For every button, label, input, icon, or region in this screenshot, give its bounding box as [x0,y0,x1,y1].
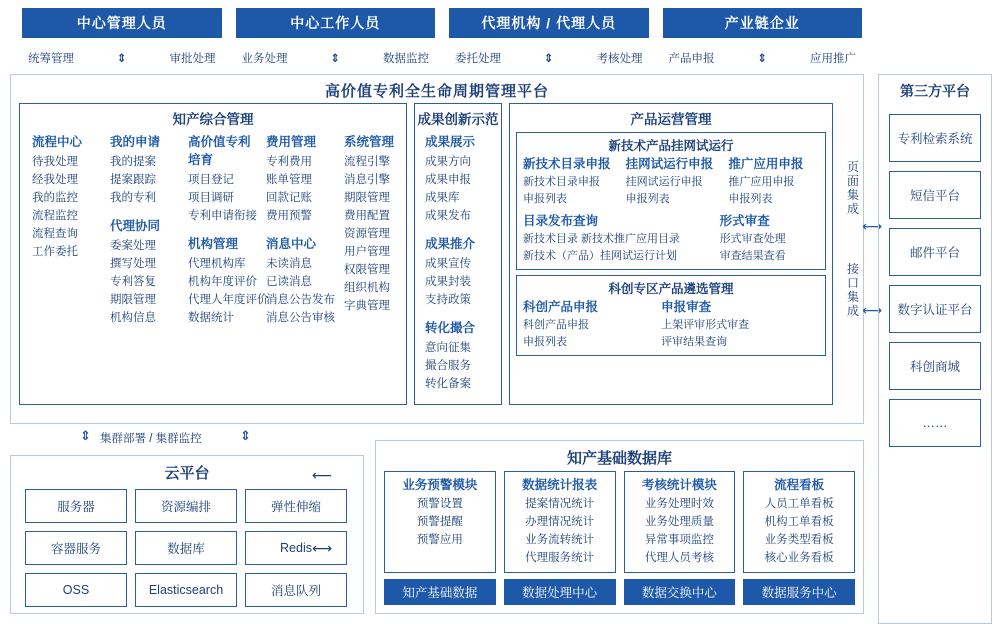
menu-item[interactable]: 科创产品申报 [523,319,589,331]
third-party-item-patent-search[interactable] [889,114,981,162]
menu-item[interactable]: 数据统计 [188,312,234,324]
column-heading: 系统管理 [344,135,395,149]
role-function-label: 审批处理 [169,53,216,65]
cloud-connector-label: 集群部署 / 集群监控 [100,433,202,445]
role-card-2[interactable] [449,8,649,38]
menu-item[interactable]: 经我处理 [32,174,78,186]
column-heading: 我的申请 [110,135,161,149]
menu-item[interactable]: 成果申报 [425,174,471,186]
column-heading: 高价值专利培育 [188,135,251,167]
panel-ip-management [19,103,407,405]
group-declare-review [655,298,825,355]
role-card-1[interactable] [236,8,436,38]
group-new-tech-catalog-declare [517,155,620,212]
database-panel [375,440,864,614]
menu-item[interactable]: 推广应用申报 [728,176,795,188]
menu-item[interactable]: 未读消息 [266,258,312,270]
db-item[interactable]: 核心业务看板 [764,552,834,564]
menu-item[interactable]: 流程引擎 [344,156,390,168]
role-function-label: 产品申报 [668,53,715,65]
third-party-label: …… [922,416,948,430]
role-bar [22,8,862,38]
menu-item[interactable]: 新技术目录 新技术推广应用目录 [523,233,681,245]
menu-item[interactable]: 项目调研 [188,192,234,204]
group-catalog-publish-query [517,212,714,269]
subbox-new-tech-trial [516,132,826,270]
menu-item[interactable]: 支持政策 [425,294,471,306]
third-party-panel [878,74,992,624]
column-achievements [421,132,495,393]
menu-item[interactable]: 成果发布 [425,210,471,222]
role-function-label: 应用推广 [809,53,856,65]
cloud-cell-elastic-scaling[interactable] [245,489,347,523]
db-bar-label: 数据处理中心 [522,586,598,600]
double-arrow-vertical-icon: ⇕ [240,428,251,443]
menu-item[interactable]: 期限管理 [344,192,390,204]
db-item[interactable]: 代理服务统计 [525,552,595,564]
menu-item[interactable]: 我的专利 [110,192,156,204]
menu-item[interactable]: 上架评审形式审查 [661,319,750,331]
menu-item[interactable]: 工作委托 [32,246,78,258]
db-item[interactable]: 代理人员考核 [644,552,714,564]
db-column-heading: 流程看板 [774,478,825,492]
menu-item[interactable]: 待我处理 [32,156,78,168]
menu-item[interactable]: 意向征集 [425,342,471,354]
third-party-label: 科创商城 [909,360,960,374]
db-column-process-board [743,471,855,573]
role-functions-2 [449,46,649,70]
role-function-label: 统筹管理 [28,53,74,65]
group-scitech-product-declare [517,298,655,355]
menu-item[interactable]: 委案处理 [110,240,156,252]
third-party-label: 短信平台 [909,189,960,203]
platform-title: 高价值专利全生命周期管理平台 [324,83,549,100]
subbox-scitech-zone-selection [516,275,826,356]
arrow-left-icon: ⟵ [312,467,333,483]
menu-item[interactable]: 提案跟踪 [110,174,156,186]
db-bar-base-data[interactable] [384,579,496,605]
db-column-statistics-report [504,471,616,573]
db-item[interactable]: 业务流转统计 [525,534,595,546]
database-title: 知产基础数据库 [566,450,672,467]
panel-title: 产品运营管理 [630,112,712,127]
role-card-3[interactable] [663,8,863,38]
column-heading: 流程中心 [32,135,83,149]
third-party-label: 专利检索系统 [897,132,973,146]
menu-item[interactable]: 申报列表 [625,193,670,205]
menu-item[interactable]: 机构信息 [110,312,156,324]
db-item[interactable]: 业务处理时效 [644,498,714,510]
third-party-label: 数字认证平台 [897,303,973,317]
double-arrow-horizontal-icon: ⟷ [862,302,883,318]
group-heading: 推广应用申报 [728,157,804,171]
menu-item[interactable]: 消息公告审核 [266,312,335,324]
db-item[interactable]: 预警设置 [416,498,463,510]
menu-item[interactable]: 形式审查处理 [719,233,786,245]
double-arrow-horizontal-icon: ⟷ [862,218,883,234]
role-functions-1 [236,46,436,70]
column-heading: 费用管理 [266,135,317,149]
db-bar-service-center[interactable] [743,579,855,605]
role-function-label: 业务处理 [241,53,288,65]
menu-item[interactable]: 代理机构库 [188,258,246,270]
cloud-cell-label: 消息队列 [270,584,321,598]
menu-item[interactable]: 专利答复 [110,276,156,288]
db-bar-label: 数据交换中心 [641,586,717,600]
db-bar-exchange-center[interactable] [624,579,736,605]
double-arrow-vertical-icon: ⇕ [330,53,341,65]
cloud-cell-label: 服务器 [57,500,95,514]
group-heading: 形式审查 [719,214,770,228]
column-heading: 代理协同 [110,219,161,233]
cloud-cell-label: OSS [62,583,90,597]
menu-item[interactable]: 项目登记 [188,174,234,186]
cloud-cell-label: 资源编排 [160,500,211,514]
menu-item[interactable]: 挂网试运行申报 [625,176,703,188]
menu-item[interactable]: 权限管理 [344,264,390,276]
double-arrow-vertical-icon: ⇕ [543,53,554,65]
menu-item[interactable]: 已读消息 [266,276,312,288]
group-heading: 目录发布查询 [523,214,599,228]
db-bar-processing-center[interactable] [504,579,616,605]
menu-item[interactable]: 流程监控 [32,210,78,222]
side-label-page-integration: 页面集成 [846,160,859,216]
third-party-item-scitech-mall[interactable] [889,342,981,390]
cloud-cell-message-queue[interactable] [245,573,347,607]
db-item[interactable]: 业务类型看板 [764,534,834,546]
role-title: 代理机构 / 代理人员 [481,15,617,31]
menu-item[interactable]: 组织机构 [344,282,390,294]
group-formal-review [714,212,825,269]
menu-item[interactable]: 专利费用 [266,156,312,168]
menu-item[interactable]: 成果宣传 [425,258,471,270]
role-function-label: 委托处理 [455,53,501,65]
menu-item[interactable]: 新技术目录申报 [523,176,600,188]
column-heading: 成果推介 [425,237,476,251]
db-bar-label: 知产基础数据 [402,586,478,600]
menu-item[interactable]: 申报列表 [728,193,773,205]
db-item[interactable]: 人员工单看板 [764,498,834,510]
db-item[interactable]: 预警应用 [416,534,463,546]
third-party-label: 邮件平台 [909,246,960,260]
menu-item[interactable]: 用户管理 [344,246,390,258]
db-column-assessment-module [624,471,736,573]
side-label-api-integration: 接口集成 [846,262,859,318]
db-column-warning-module [384,471,496,573]
menu-item[interactable]: 转化备案 [425,378,471,390]
column-process-center [26,132,104,327]
column-high-value-patent [182,132,269,327]
menu-item[interactable]: 成果方向 [425,156,471,168]
platform-container [10,74,864,424]
cloud-cell-container[interactable] [25,531,127,565]
menu-item[interactable]: 新技术（产品）挂网试运行计划 [523,250,677,262]
group-heading: 新技术目录申报 [523,157,611,171]
db-column-heading: 考核统计模块 [641,478,717,492]
menu-item[interactable]: 审查结果查看 [719,250,786,262]
panel-achievement-innovation [414,103,502,405]
group-heading: 科创产品申报 [523,300,599,314]
column-heading: 消息中心 [266,237,317,251]
third-party-item-sms[interactable] [889,171,981,219]
third-party-item-email[interactable] [889,228,981,276]
db-bar-label: 数据服务中心 [761,586,837,600]
db-item[interactable]: 预警提醒 [416,516,463,528]
menu-item[interactable]: 我的提案 [110,156,156,168]
menu-item[interactable]: 撰写处理 [110,258,156,270]
column-fee-management [260,132,338,327]
cloud-platform-panel [10,455,364,614]
group-heading: 申报审查 [661,300,712,314]
db-column-heading: 业务预警模块 [402,478,478,492]
panel-title: 知产综合管理 [172,112,254,127]
third-party-item-more[interactable] [889,399,981,447]
role-function-label: 数据监控 [382,53,429,65]
cloud-cell-server[interactable] [25,489,127,523]
menu-item[interactable]: 消息公告发布 [266,294,335,306]
db-item[interactable]: 机构工单看板 [764,516,834,528]
menu-item[interactable]: 评审结果查询 [661,336,728,348]
cloud-cell-elasticsearch[interactable] [135,573,237,607]
role-functions-0 [22,46,222,70]
menu-item[interactable]: 我的监控 [32,192,78,204]
menu-item[interactable]: 消息引擎 [344,174,390,186]
menu-item[interactable]: 机构年度评价 [188,276,257,288]
cloud-cell-label: 数据库 [167,542,205,556]
platform-panels [19,103,833,405]
third-party-title: 第三方平台 [900,83,970,99]
column-heading: 机构管理 [188,237,239,251]
subbox-title: 新技术产品挂网试运行 [608,139,734,153]
menu-item[interactable]: 字典管理 [344,300,390,312]
db-item[interactable]: 业务处理质量 [644,516,714,528]
role-functions-3 [663,46,863,70]
cloud-cell-label: Elasticsearch [148,583,224,597]
cloud-cell-label: Redis [280,541,312,555]
menu-item[interactable]: 期限管理 [110,294,156,306]
menu-item[interactable]: 申报列表 [523,336,567,348]
menu-item[interactable]: 成果封装 [425,276,471,288]
role-title: 中心工作人员 [290,15,381,31]
db-item[interactable]: 办理情况统计 [525,516,595,528]
double-arrow-vertical-icon: ⇕ [80,428,91,443]
role-card-0[interactable] [22,8,222,38]
double-arrow-horizontal-icon: ⟷ [312,540,333,556]
third-party-item-digital-cert[interactable] [889,285,981,333]
menu-item[interactable]: 费用预警 [266,210,312,222]
cloud-cell-label: 弹性伸缩 [270,500,321,514]
group-promotion-declare [722,155,825,212]
cloud-platform-title: 云平台 [164,465,210,482]
role-functions [22,46,862,70]
cloud-cell-oss[interactable] [25,573,127,607]
panel-title: 成果创新示范 [417,112,499,127]
menu-item[interactable]: 账单管理 [266,174,312,186]
cloud-cell-label: 容器服务 [50,542,101,556]
menu-item[interactable]: 成果库 [425,192,460,204]
role-title: 中心管理人员 [76,15,167,31]
menu-item[interactable]: 撮合服务 [425,360,471,372]
menu-item[interactable]: 申报列表 [523,193,567,205]
menu-item[interactable]: 专利申请衔接 [188,210,257,222]
panel-product-operation [509,103,833,405]
db-item[interactable]: 异常事项监控 [644,534,714,546]
subbox-title: 科创专区产品遴选管理 [608,282,734,296]
menu-item[interactable]: 资源管理 [344,228,390,240]
double-arrow-vertical-icon: ⇕ [757,53,768,65]
menu-item[interactable]: 流程查询 [32,228,78,240]
role-title: 产业链企业 [724,15,800,31]
cloud-cell-orchestration[interactable] [135,489,237,523]
group-trial-declare [620,155,723,212]
menu-item[interactable]: 回款记账 [266,192,312,204]
column-heading: 转化撮合 [425,321,476,335]
column-system-management [338,132,416,327]
double-arrow-vertical-icon: ⇕ [116,53,127,65]
db-column-heading: 数据统计报表 [522,478,598,492]
column-my-application [104,132,182,327]
menu-item[interactable]: 代理人年度评价 [188,294,269,306]
db-item[interactable]: 提案情况统计 [525,498,595,510]
role-function-label: 考核处理 [596,53,643,65]
column-heading: 成果展示 [425,135,476,149]
group-heading: 挂网试运行申报 [625,157,714,171]
menu-item[interactable]: 费用配置 [344,210,390,222]
cloud-cell-database[interactable] [135,531,237,565]
